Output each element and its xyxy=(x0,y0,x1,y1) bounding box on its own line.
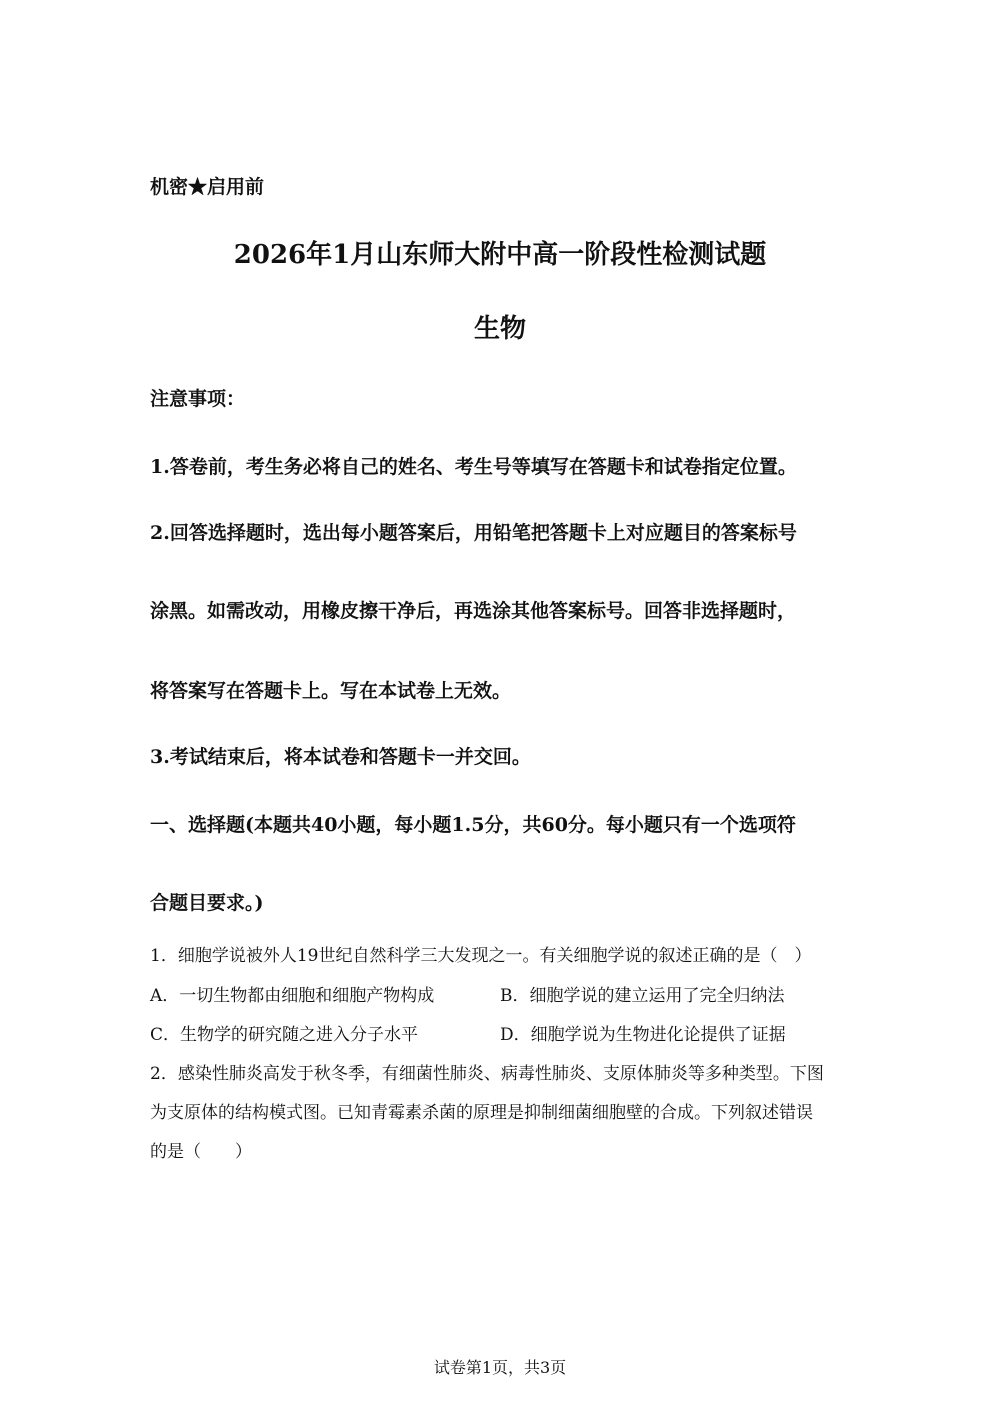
section-heading-line-1: 一、选择题(本题共40小题，每小题1.5分，共60分。每小题只有一个选项符 xyxy=(150,814,796,836)
notice-heading: 注意事项： xyxy=(150,388,246,410)
question-1-option-b: B．细胞学说的建立运用了完全归纳法 xyxy=(500,986,785,1006)
notice-item-2-line-2: 涂黑。如需改动，用橡皮擦干净后，再选涂其他答案标号。回答非选择题时， xyxy=(150,600,797,622)
notice-item-2-line-3: 将答案写在答题卡上。写在本试卷上无效。 xyxy=(150,680,512,702)
page-footer: 试卷第1页，共3页 xyxy=(433,1358,567,1377)
question-1-option-c: C．生物学的研究随之进入分子水平 xyxy=(150,1025,419,1045)
section-heading-line-2: 合题目要求。) xyxy=(150,892,264,914)
subject-title: 生物 xyxy=(473,314,526,344)
question-1-option-a: A．一切生物都由细胞和细胞产物构成 xyxy=(150,986,435,1006)
notice-item-3: 3.考试结束后，将本试卷和答题卡一并交回。 xyxy=(150,746,531,768)
notice-item-2-line-1: 2.回答选择题时，选出每小题答案后，用铅笔把答题卡上对应题目的答案标号 xyxy=(150,522,797,544)
question-1-stem: 1．细胞学说被外人19世纪自然科学三大发现之一。有关细胞学说的叙述正确的是（ ） xyxy=(150,946,812,966)
question-2-line-2: 为支原体的结构模式图。已知青霉素杀菌的原理是抑制细菌细胞壁的合成。下列叙述错误 xyxy=(150,1103,813,1123)
confidential-label: 机密★启用前 xyxy=(150,176,265,198)
question-2-line-1: 2．感染性肺炎高发于秋冬季，有细菌性肺炎、病毒性肺炎、支原体肺炎等多种类型。下图 xyxy=(150,1064,824,1084)
question-1-option-d: D．细胞学说为生物进化论提供了证据 xyxy=(500,1025,786,1045)
exam-title: 2026年1月山东师大附中高一阶段性检测试题 xyxy=(233,240,767,270)
notice-item-1: 1.答卷前，考生务必将自己的姓名、考生号等填写在答题卡和试卷指定位置。 xyxy=(150,456,797,478)
question-2-line-3: 的是（ ） xyxy=(150,1142,252,1162)
